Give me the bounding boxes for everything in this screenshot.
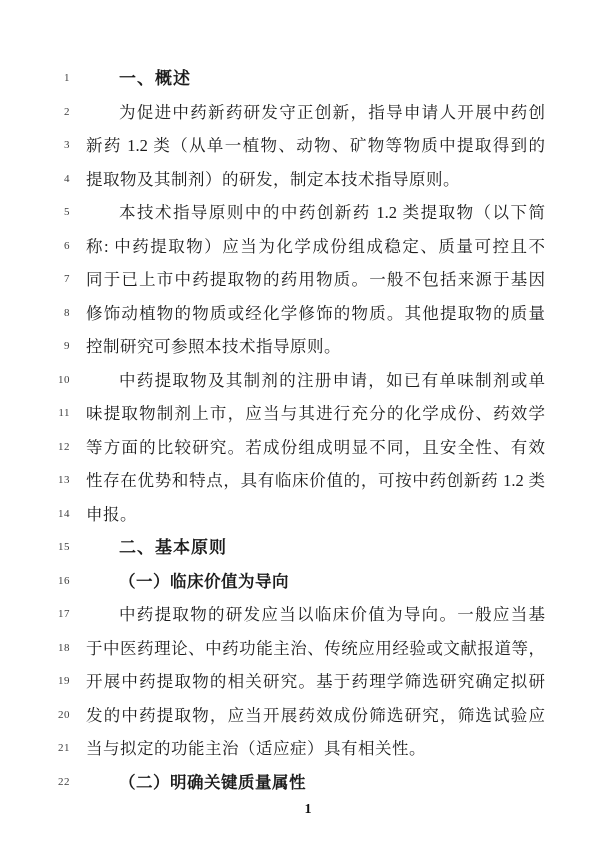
line-text: 等方面的比较研究。若成份组成明显不同，且安全性、有效 <box>86 437 545 457</box>
line-text: 发的中药提取物，应当开展药效成份筛选研究，筛选试验应 <box>86 705 545 725</box>
subheading-text: （一）临床价值为导向 <box>119 571 289 591</box>
text-line <box>64 230 545 264</box>
line-text: 同于已上市中药提取物的药用物质。一般不包括来源于基因 <box>86 270 545 289</box>
heading-text: 一、概述 <box>119 69 191 88</box>
line-text: 本技术指导原则中的中药创新药 1.2 类提取物（以下简 <box>119 203 545 222</box>
text-line <box>64 196 545 230</box>
line-number: 10 <box>58 373 70 386</box>
text-line <box>58 598 545 632</box>
line-text: 中药提取物的研发应当以临床价值为导向。一般应当基 <box>119 605 545 624</box>
text-line <box>58 632 545 666</box>
line-text: 新药 1.2 类（从单一植物、动物、矿物等物质中提取得到的 <box>86 136 545 155</box>
document-body <box>58 62 545 799</box>
line-number: 20 <box>58 708 70 721</box>
heading-line <box>64 62 545 96</box>
subheading-line <box>58 766 545 800</box>
line-text: 于中医药理论、中药功能主治、传统应用经验或文献报道等， <box>86 638 545 658</box>
line-number: 7 <box>64 273 70 285</box>
heading-line <box>58 531 545 565</box>
line-text: 当与拟定的功能主治（适应症）具有相关性。 <box>86 739 426 758</box>
text-line <box>58 699 545 733</box>
line-number: 1 <box>64 72 70 84</box>
page-number: 1 <box>304 802 312 817</box>
line-text: 修饰动植物的物质或经化学修饰的物质。其他提取物的质量 <box>86 303 545 323</box>
line-text: 味提取物制剂上市，应当与其进行充分的化学成份、药效学 <box>86 404 545 423</box>
text-line <box>58 397 545 431</box>
line-text: 控制研究可参照本技术指导原则。 <box>86 337 341 356</box>
line-text: 提取物及其制剂）的研发，制定本技术指导原则。 <box>86 169 460 189</box>
line-number: 18 <box>58 641 70 654</box>
line-text: 开展中药提取物的相关研究。基于药理学筛选研究确定拟研 <box>86 672 545 691</box>
text-line <box>64 263 545 297</box>
line-number: 5 <box>64 206 70 218</box>
subheading-text: （二）明确关键质量属性 <box>119 772 306 792</box>
text-line <box>58 364 545 398</box>
line-text: 称: 中药提取物）应当为化学成份组成稳定、质量可控且不 <box>86 236 545 256</box>
line-number: 14 <box>58 507 70 520</box>
line-number: 9 <box>64 340 70 352</box>
line-text: 申报。 <box>86 504 137 524</box>
line-number: 8 <box>64 306 70 319</box>
line-number: 11 <box>58 407 70 419</box>
line-number: 16 <box>58 574 70 587</box>
line-text: 中药提取物及其制剂的注册申请，如已有单味制剂或单 <box>119 370 545 390</box>
line-number: 22 <box>58 775 70 788</box>
text-line <box>64 96 545 130</box>
line-text: 性存在优势和特点，具有临床价值的，可按中药创新药 1.2 类 <box>86 471 545 490</box>
text-line <box>58 431 545 465</box>
line-number: 13 <box>58 474 70 486</box>
line-number: 15 <box>58 541 70 553</box>
heading-text: 二、基本原则 <box>119 538 227 557</box>
line-number: 2 <box>64 105 70 118</box>
text-line <box>58 498 545 532</box>
line-number: 3 <box>64 139 70 151</box>
text-line <box>64 330 545 364</box>
line-number: 4 <box>64 172 70 185</box>
line-number: 17 <box>58 608 70 620</box>
text-line <box>58 665 545 699</box>
text-line <box>64 297 545 331</box>
line-number: 6 <box>64 239 70 252</box>
line-text: 为促进中药新药研发守正创新，指导申请人开展中药创 <box>119 102 545 122</box>
text-line <box>64 129 545 163</box>
text-line <box>58 464 545 498</box>
line-number: 12 <box>58 440 70 453</box>
text-line <box>58 732 545 766</box>
line-number: 21 <box>58 742 70 754</box>
text-line <box>64 163 545 197</box>
line-number: 19 <box>58 675 70 687</box>
subheading-line <box>58 565 545 599</box>
